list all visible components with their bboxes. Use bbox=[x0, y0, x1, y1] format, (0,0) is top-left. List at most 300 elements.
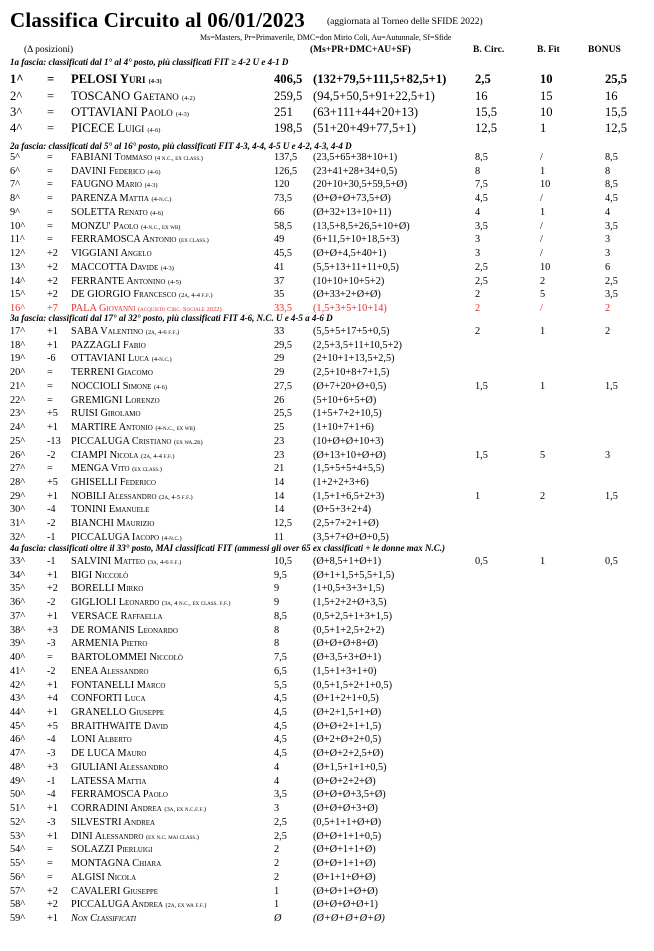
points-cell: 27,5 bbox=[274, 380, 293, 392]
name-cell bbox=[71, 276, 181, 289]
points-cell: 9 bbox=[274, 597, 280, 609]
bonus-cell: 3 bbox=[605, 248, 611, 260]
rank-cell: 40^ bbox=[10, 652, 26, 664]
bonus-circ-cell: 0,5 bbox=[475, 556, 488, 567]
bonus-cell: 2 bbox=[605, 303, 611, 315]
bonus-fit-cell: 1 bbox=[540, 121, 547, 135]
delta-cell: = bbox=[47, 152, 53, 163]
player-note: (acquisto Circ. Sociale 2022) bbox=[138, 306, 222, 314]
table-row bbox=[0, 504, 654, 516]
bonus-cell: 12,5 bbox=[605, 121, 628, 135]
points-cell: 14 bbox=[274, 477, 285, 489]
points-cell: 23 bbox=[274, 449, 285, 461]
rank-cell: 19^ bbox=[10, 353, 26, 365]
detail-cell: (1,5+2+2+Ø+3,5) bbox=[313, 597, 387, 609]
player-name: PALA Giovanni bbox=[71, 303, 136, 315]
name-cell bbox=[71, 234, 209, 247]
player-note: (4-2) bbox=[181, 95, 195, 102]
player-note: (3a, 4 n.c., ex class. f.f.) bbox=[161, 600, 231, 608]
rank-cell: 29^ bbox=[10, 490, 26, 502]
name-cell bbox=[71, 353, 172, 366]
delta-cell: -3 bbox=[47, 816, 56, 828]
name-cell bbox=[71, 152, 203, 165]
points-cell: 406,5 bbox=[274, 72, 303, 86]
bonus-cell: 3,5 bbox=[605, 220, 618, 232]
bonus-circ-cell: 3,5 bbox=[475, 220, 488, 232]
table-row bbox=[0, 450, 654, 462]
table-row bbox=[0, 776, 654, 788]
player-name: LONI Alberto bbox=[71, 734, 132, 746]
table-row bbox=[0, 762, 654, 774]
delta-cell: +2 bbox=[47, 885, 58, 897]
name-cell bbox=[71, 436, 203, 449]
rank-cell: 11^ bbox=[10, 234, 25, 246]
bonus-fit-cell: / bbox=[540, 248, 543, 260]
points-cell: 2,5 bbox=[274, 816, 287, 828]
detail-cell: (Ø+7+20+Ø+0,5) bbox=[313, 380, 387, 392]
bonus-fit-cell: 10 bbox=[540, 72, 553, 86]
player-note: (2a, 4-4 f.f.) bbox=[179, 292, 213, 300]
update-note: (aggiornata al Torneo delle SFIDE 2022) bbox=[327, 17, 483, 27]
rank-cell: 45^ bbox=[10, 720, 26, 732]
delta-cell: = bbox=[47, 72, 55, 86]
name-cell bbox=[71, 611, 163, 623]
col-header-bonus: BONUS bbox=[588, 45, 621, 55]
band-heading: 2a fascia: classificati dal 5° al 16° posto, più classificati FIT 4-3, 4-4, 4-5 U e 4-2, 4-3, 4-4 D bbox=[10, 141, 352, 151]
points-cell: 259,5 bbox=[274, 89, 303, 103]
player-name: GIGLIOLI Leonardo bbox=[71, 597, 160, 609]
detail-cell: (Ø+33+2+Ø+Ø) bbox=[313, 289, 381, 301]
points-cell: 73,5 bbox=[274, 193, 293, 205]
rank-cell: 49^ bbox=[10, 775, 26, 787]
table-row bbox=[0, 597, 654, 609]
bonus-fit-cell: 2 bbox=[540, 490, 546, 502]
points-cell: 9,5 bbox=[274, 569, 287, 581]
rank-cell: 3^ bbox=[10, 105, 23, 119]
rank-cell: 10^ bbox=[10, 220, 26, 232]
delta-cell: = bbox=[47, 165, 53, 177]
name-cell bbox=[71, 422, 195, 435]
name-cell bbox=[71, 262, 174, 275]
points-cell: 1 bbox=[274, 885, 280, 897]
points-cell: 251 bbox=[274, 105, 293, 119]
detail-cell: (Ø+Ø+Ø+Ø+1) bbox=[313, 899, 378, 911]
table-row bbox=[0, 913, 654, 925]
player-note: (4 n.c., ex class.) bbox=[154, 155, 203, 162]
table-row bbox=[0, 803, 654, 815]
name-cell bbox=[71, 303, 222, 316]
player-name: SOLETTA Renato bbox=[71, 206, 148, 218]
delta-cell: +3 bbox=[47, 624, 58, 636]
name-cell bbox=[71, 707, 164, 719]
player-name: DE LUCA Mauro bbox=[71, 748, 147, 760]
player-name: CORRADINI Andrea bbox=[71, 803, 162, 815]
rank-cell: 55^ bbox=[10, 858, 26, 870]
points-cell: 41 bbox=[274, 261, 285, 273]
player-name: GREMIGNI Lorenzo bbox=[71, 394, 160, 406]
name-cell bbox=[71, 477, 156, 489]
detail-cell: (6+11,5+10+18,5+3) bbox=[313, 234, 400, 246]
delta-cell: +3 bbox=[47, 761, 58, 773]
detail-cell: (Ø+32+13+10+11) bbox=[313, 206, 392, 218]
player-name: GHISELLI Federico bbox=[71, 477, 156, 489]
delta-cell: +2 bbox=[47, 899, 58, 911]
name-cell bbox=[71, 121, 160, 138]
name-cell bbox=[71, 340, 146, 352]
table-row bbox=[0, 886, 654, 898]
bonus-cell: 3 bbox=[605, 449, 611, 461]
delta-cell: -2 bbox=[47, 597, 56, 609]
player-name: DAVINI Federico bbox=[71, 165, 145, 177]
player-name: BORELLI Mirko bbox=[71, 583, 144, 595]
delta-cell: +7 bbox=[47, 303, 58, 315]
rank-cell: 5^ bbox=[10, 152, 20, 163]
player-name: MONTAGNA Chiara bbox=[71, 858, 162, 870]
delta-cell: -2 bbox=[47, 518, 56, 530]
detail-cell: (1,5+1+3+1+0) bbox=[313, 665, 377, 677]
table-row bbox=[0, 611, 654, 623]
name-cell bbox=[71, 518, 154, 530]
bonus-fit-cell: 1 bbox=[540, 326, 546, 337]
player-name: ARMENIA Pietro bbox=[71, 638, 148, 650]
bonus-circ-cell: 2,5 bbox=[475, 72, 491, 86]
table-row bbox=[0, 303, 654, 315]
delta-cell: +1 bbox=[47, 679, 58, 691]
table-row bbox=[0, 666, 654, 678]
points-cell: 3 bbox=[274, 803, 280, 815]
rank-cell: 47^ bbox=[10, 748, 26, 760]
rank-cell: 59^ bbox=[10, 912, 26, 924]
player-note: (ex wa.2b) bbox=[174, 438, 203, 446]
table-row bbox=[0, 381, 654, 393]
name-cell bbox=[71, 748, 146, 760]
player-name: FERRANTE Antonino bbox=[71, 275, 166, 287]
player-name: MARTIRE Antonio bbox=[71, 422, 153, 434]
bonus-circ-cell: 2,5 bbox=[475, 275, 488, 287]
player-name: FAUGNO Mario bbox=[71, 179, 142, 191]
bonus-circ-cell: 3 bbox=[475, 234, 481, 246]
delta-cell: = bbox=[47, 652, 53, 664]
delta-cell: -4 bbox=[47, 504, 56, 516]
detail-cell: (13,5+8,5+26,5+10+Ø) bbox=[313, 220, 410, 232]
table-row bbox=[0, 234, 654, 246]
table-row bbox=[0, 556, 654, 568]
player-note: (2a, 4-5 f.f.) bbox=[159, 493, 193, 501]
rank-cell: 17^ bbox=[10, 326, 26, 337]
rank-cell: 56^ bbox=[10, 871, 26, 883]
rank-cell: 4^ bbox=[10, 121, 23, 135]
player-name: TOSCANO Gaetano bbox=[71, 89, 179, 103]
table-row bbox=[0, 858, 654, 870]
bonus-cell: 6 bbox=[605, 261, 611, 273]
table-row bbox=[0, 789, 654, 801]
points-cell: 1 bbox=[274, 899, 280, 911]
detail-cell: (Ø+Ø+1+Ø+Ø) bbox=[313, 885, 378, 897]
player-note: (4-6) bbox=[147, 127, 161, 134]
bonus-circ-cell: 2 bbox=[475, 326, 481, 337]
detail-cell: (0,5+1+2,5+2+2) bbox=[313, 624, 385, 636]
rank-cell: 51^ bbox=[10, 803, 26, 815]
bonus-cell: 2,5 bbox=[605, 275, 618, 287]
delta-cell: -4 bbox=[47, 789, 56, 801]
name-cell bbox=[71, 72, 162, 89]
points-cell: 7,5 bbox=[274, 652, 287, 664]
detail-cell: (2,5+3,5+11+10,5+2) bbox=[313, 339, 402, 351]
name-cell bbox=[71, 817, 155, 829]
rank-cell: 15^ bbox=[10, 289, 26, 301]
bonus-circ-cell: 4 bbox=[475, 206, 481, 218]
name-cell bbox=[71, 381, 167, 394]
rank-cell: 8^ bbox=[10, 193, 20, 205]
rank-cell: 13^ bbox=[10, 261, 26, 273]
rank-cell: 16^ bbox=[10, 303, 26, 315]
points-cell: 25,5 bbox=[274, 408, 293, 420]
rank-cell: 25^ bbox=[10, 435, 26, 447]
points-cell: 4,5 bbox=[274, 693, 287, 705]
table-row bbox=[0, 463, 654, 475]
name-cell bbox=[71, 666, 149, 678]
table-row bbox=[0, 707, 654, 719]
table-row bbox=[0, 248, 654, 260]
points-cell: 66 bbox=[274, 206, 285, 218]
player-note: (4-3) bbox=[148, 78, 162, 85]
player-note: (4-3) bbox=[144, 182, 158, 190]
points-cell: 3,5 bbox=[274, 789, 287, 801]
table-row bbox=[0, 872, 654, 884]
tournament-legend: Ms=Masters, Pr=Primaverile, DMC=don Mirio Coli, Au=Autunnale, Sf=Sfide bbox=[200, 33, 452, 42]
rank-cell: 44^ bbox=[10, 707, 26, 719]
points-cell: 4 bbox=[274, 761, 280, 773]
bonus-fit-cell: 15 bbox=[540, 89, 553, 103]
name-cell bbox=[71, 463, 162, 476]
delta-cell: -1 bbox=[47, 556, 56, 567]
bonus-circ-cell: 2 bbox=[475, 303, 481, 315]
name-cell bbox=[71, 556, 181, 569]
rank-cell: 28^ bbox=[10, 477, 26, 489]
table-row bbox=[0, 748, 654, 760]
points-cell: 198,5 bbox=[274, 121, 303, 135]
player-note: (2a, 4-6 f.f.) bbox=[145, 329, 180, 336]
detail-cell: (0,5+2,5+1+3+1,5) bbox=[313, 610, 392, 622]
table-row bbox=[0, 831, 654, 843]
player-name: VERSACE Raffaella bbox=[71, 610, 163, 622]
name-cell bbox=[71, 913, 136, 925]
bonus-fit-cell: / bbox=[540, 234, 543, 246]
table-row bbox=[0, 734, 654, 746]
player-name: PICCALUGA Iacopo bbox=[71, 531, 160, 543]
formula-label: (Ms+PR+DMC+AU+SF) bbox=[310, 45, 411, 55]
bonus-cell: 16 bbox=[605, 89, 618, 103]
name-cell bbox=[71, 858, 161, 870]
rank-cell: 54^ bbox=[10, 844, 26, 856]
name-cell bbox=[71, 395, 160, 407]
points-cell: 2 bbox=[274, 871, 280, 883]
delta-cell: +1 bbox=[47, 707, 58, 719]
name-cell bbox=[71, 776, 146, 788]
detail-cell: (Ø+Ø+Ø+3+Ø) bbox=[313, 803, 378, 815]
delta-cell: +1 bbox=[47, 803, 58, 815]
player-name: PARENZA Mattia bbox=[71, 193, 149, 205]
bonus-cell: 8 bbox=[605, 165, 611, 177]
player-name: LATESSA Mattia bbox=[71, 775, 147, 787]
bonus-fit-cell: 10 bbox=[540, 179, 551, 191]
detail-cell: (1,5+5+5+4+5,5) bbox=[313, 463, 385, 475]
player-name: DE ROMANIS Leonardo bbox=[71, 624, 178, 636]
player-note: (2a, ex wa f.f.) bbox=[165, 902, 207, 910]
player-name: FABIANI Tommaso bbox=[71, 152, 153, 163]
bonus-circ-cell: 3 bbox=[475, 248, 481, 260]
delta-cell: = bbox=[47, 179, 53, 191]
detail-cell: (Ø+Ø+4,5+40+1) bbox=[313, 248, 387, 260]
points-cell: 137,5 bbox=[274, 152, 298, 163]
rank-cell: 36^ bbox=[10, 597, 26, 609]
table-row bbox=[0, 262, 654, 274]
bonus-cell: 4,5 bbox=[605, 193, 618, 205]
rank-cell: 30^ bbox=[10, 504, 26, 516]
points-cell: 35 bbox=[274, 289, 285, 301]
band-heading: 4a fascia: classificati oltre il 33° posto, MAI classificati FIT (ammessi gli over 65 ex classificati + le donne max N.C.) bbox=[10, 543, 445, 553]
rank-cell: 48^ bbox=[10, 761, 26, 773]
name-cell bbox=[71, 532, 182, 545]
detail-cell: (2,5+7+2+1+Ø) bbox=[313, 518, 379, 530]
points-cell: 58,5 bbox=[274, 220, 293, 232]
name-cell bbox=[71, 899, 206, 912]
player-name: RUISI Girolamo bbox=[71, 408, 141, 420]
table-row bbox=[0, 221, 654, 233]
player-name: SILVESTRI Andrea bbox=[71, 816, 156, 828]
detail-cell: (1,5+1+6,5+2+3) bbox=[313, 490, 385, 502]
detail-cell: (132+79,5+111,5+82,5+1) bbox=[313, 72, 447, 86]
bonus-circ-cell: 12,5 bbox=[475, 121, 498, 135]
detail-cell: (Ø+1+2+1+0,5) bbox=[313, 693, 379, 705]
player-name: ENEA Alessandro bbox=[71, 665, 149, 677]
rank-cell: 42^ bbox=[10, 679, 26, 691]
rank-cell: 31^ bbox=[10, 518, 26, 530]
rank-cell: 33^ bbox=[10, 556, 26, 567]
delta-cell: -13 bbox=[47, 435, 61, 447]
points-cell: 29,5 bbox=[274, 339, 293, 351]
table-row bbox=[0, 89, 654, 104]
table-row bbox=[0, 367, 654, 379]
detail-cell: (5,5+13+11+11+0,5) bbox=[313, 261, 399, 273]
table-row bbox=[0, 625, 654, 637]
rank-cell: 23^ bbox=[10, 408, 26, 420]
delta-cell: -6 bbox=[47, 353, 56, 365]
detail-cell: (0,5+1+1+Ø+Ø) bbox=[313, 816, 382, 828]
points-cell: 8 bbox=[274, 624, 280, 636]
table-row bbox=[0, 844, 654, 856]
name-cell bbox=[71, 179, 158, 192]
detail-cell: (Ø+Ø+Ø+Ø+Ø) bbox=[313, 912, 385, 924]
bonus-fit-cell: / bbox=[540, 220, 543, 232]
player-name: VIGGIANI Angelo bbox=[71, 248, 152, 260]
name-cell bbox=[71, 207, 163, 220]
name-cell bbox=[71, 289, 213, 302]
detail-cell: (23,5+65+38+10+1) bbox=[313, 152, 398, 163]
bonus-cell: 4 bbox=[605, 206, 611, 218]
player-name: BIANCHI Maurizio bbox=[71, 518, 155, 530]
table-row bbox=[0, 395, 654, 407]
player-note: (4-3) bbox=[160, 264, 174, 272]
points-cell: 126,5 bbox=[274, 165, 298, 177]
points-cell: 49 bbox=[274, 234, 285, 246]
points-cell: 23 bbox=[274, 435, 285, 447]
player-note: (2a, 4-4 f.f.) bbox=[141, 452, 175, 460]
delta-cell: = bbox=[47, 89, 55, 103]
name-cell bbox=[71, 762, 168, 774]
player-note: (3a, ex n.c.f.f.) bbox=[164, 806, 207, 814]
table-row bbox=[0, 583, 654, 595]
name-cell bbox=[71, 831, 199, 844]
points-cell: 14 bbox=[274, 490, 285, 502]
name-cell bbox=[71, 734, 132, 746]
name-cell bbox=[71, 789, 168, 801]
delta-cell: = bbox=[47, 206, 53, 218]
bonus-cell: 1,5 bbox=[605, 380, 618, 392]
bonus-fit-cell: 1 bbox=[540, 165, 546, 177]
player-name: DINI Alessandro bbox=[71, 830, 144, 842]
detail-cell: (Ø+Ø+2+2+Ø) bbox=[313, 775, 376, 787]
points-cell: 4,5 bbox=[274, 734, 287, 746]
bonus-circ-cell: 8,5 bbox=[475, 152, 488, 163]
detail-cell: (Ø+Ø+Ø+8+Ø) bbox=[313, 638, 378, 650]
name-cell bbox=[71, 248, 152, 260]
delta-cell: = bbox=[47, 394, 53, 406]
player-name: SABA Valentino bbox=[71, 326, 144, 337]
bonus-cell: 25,5 bbox=[605, 72, 628, 86]
detail-cell: (5,5+5+17+5+0,5) bbox=[313, 326, 390, 337]
delta-cell: = bbox=[47, 844, 53, 856]
table-row bbox=[0, 152, 654, 164]
name-cell bbox=[71, 583, 143, 595]
delta-cell: +1 bbox=[47, 569, 58, 581]
player-name: OTTAVIANI Paolo bbox=[71, 105, 173, 119]
delta-cell: = bbox=[47, 871, 53, 883]
delta-cell: +1 bbox=[47, 326, 58, 337]
bonus-fit-cell: / bbox=[540, 152, 543, 163]
delta-cell: -2 bbox=[47, 665, 56, 677]
detail-cell: (5+10+6+5+Ø) bbox=[313, 394, 377, 406]
bonus-fit-cell: 1 bbox=[540, 556, 546, 567]
positions-label: (Δ posizioni) bbox=[24, 45, 74, 55]
delta-cell: -1 bbox=[47, 775, 56, 787]
delta-cell: = bbox=[47, 105, 55, 119]
table-row bbox=[0, 652, 654, 664]
table-row bbox=[0, 166, 654, 178]
table-row bbox=[0, 72, 654, 87]
player-name: MONZU' Paolo bbox=[71, 220, 139, 232]
table-row bbox=[0, 179, 654, 191]
name-cell bbox=[71, 570, 128, 582]
table-row bbox=[0, 105, 654, 120]
table-row bbox=[0, 817, 654, 829]
delta-cell: = bbox=[47, 367, 53, 379]
delta-cell: = bbox=[47, 463, 53, 475]
bonus-fit-cell: 1 bbox=[540, 380, 546, 392]
player-name: SALVINI Matteo bbox=[71, 556, 146, 567]
rank-cell: 53^ bbox=[10, 830, 26, 842]
player-note: (4-n.c.) bbox=[151, 196, 172, 204]
points-cell: 120 bbox=[274, 179, 290, 191]
points-cell: Ø bbox=[274, 912, 282, 924]
delta-cell: +4 bbox=[47, 693, 58, 705]
bonus-cell: 2 bbox=[605, 326, 611, 337]
detail-cell: (0,5+1,5+2+1+0,5) bbox=[313, 679, 392, 691]
detail-cell: (1+0,5+3+3+1,5) bbox=[313, 583, 385, 595]
player-note: (4-n.c.) bbox=[161, 534, 182, 542]
delta-cell: -2 bbox=[47, 449, 56, 461]
delta-cell: = bbox=[47, 193, 53, 205]
